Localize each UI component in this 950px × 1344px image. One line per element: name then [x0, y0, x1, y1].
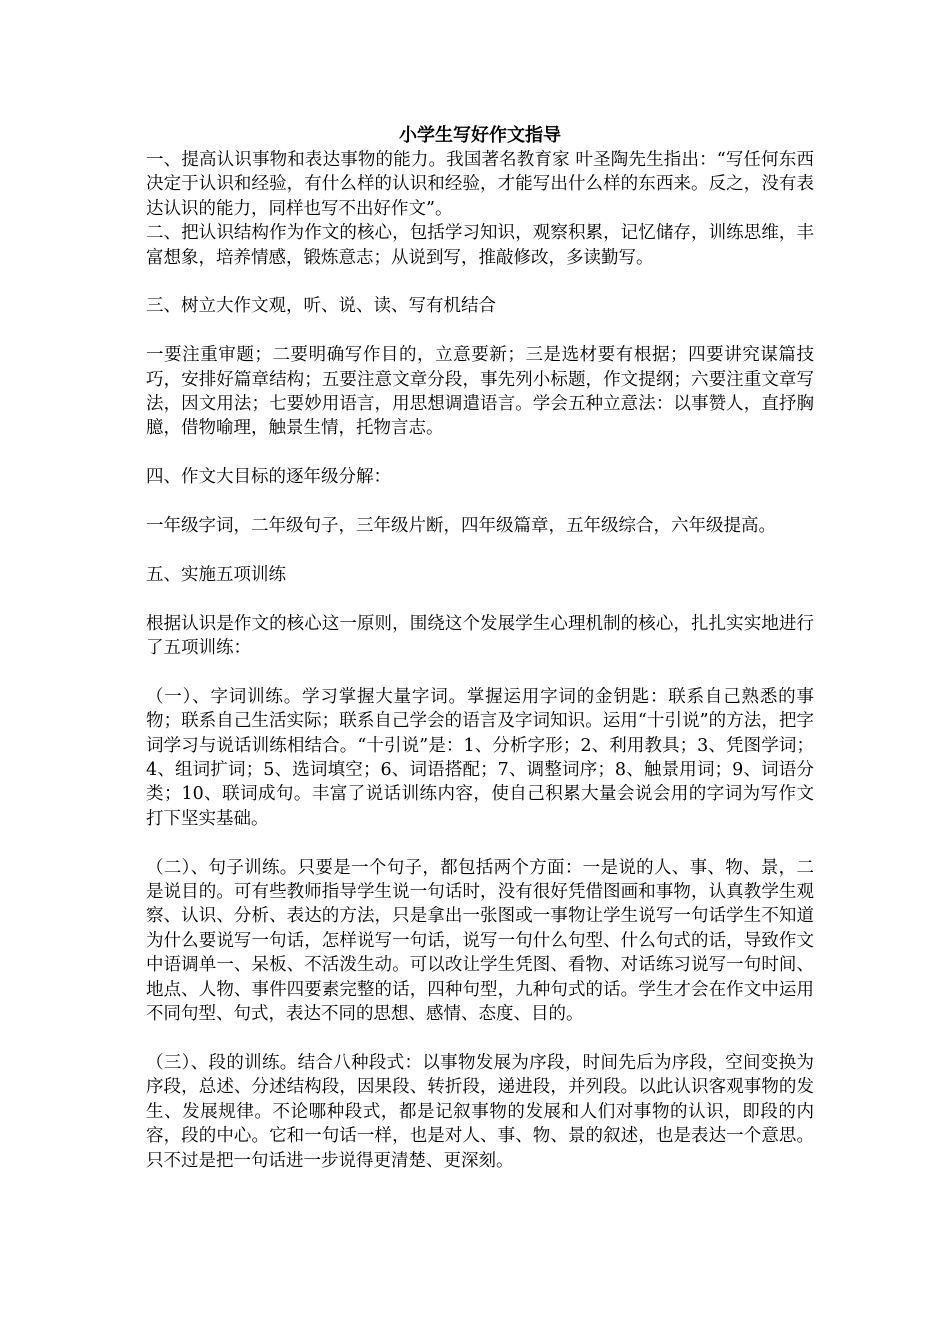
paragraph-section-training: （三）、段的训练。结合八种段式：以事物发展为序段，时间先后为序段，空间变换为序段，总述、分述结构段，因果段、转折段，递进段，并列段。以此认识客观事物的发生、发展规律。不论哪种段式，都是记叙事物的发展和人们对事物的认识，即段的内容，段的中心。它和一句话一样，也是对人、事、物、景的叙述，也是表达一个意思。只不过是把一句话进一步说得更清楚、更深刻。 [146, 1052, 814, 1171]
paragraph-8: 根据认识是作文的核心这一原则，围绕这个发展学生心理机制的核心，扎扎实实地进行了五项训练： [146, 613, 814, 659]
paragraph-gap [146, 319, 814, 343]
paragraph-gap [146, 831, 814, 855]
paragraph-sentence-training: （二）、句子训练。只要是一个句子，都包括两个方面：一是说的人、事、物、景，二是说目的。可有些教师指导学生说一句话时，没有很好凭借图画和事物，认真教学生观察、认识、分析、表达的方法，只是拿出一张图或一事物让学生说写一句话学生不知道为什么要说写一句话，怎样说写一句话，说写一句什么句型、什么句式的话，导致作文中语调单一、呆板、不活泼生动。可以改让学生凭图、看物、对话练习说写一句时间、地点、人物、事件四要素完整的话，四种句型，九种句式的话。学生才会在作文中运用不同句型、句式，表达不同的思想、感情、态度、目的。 [146, 857, 814, 1025]
paragraph-gap [146, 1027, 814, 1051]
paragraph-gap [146, 660, 814, 684]
paragraph-gap [146, 270, 814, 294]
paragraph-gap [146, 441, 814, 465]
paragraph-4: 一要注重审题；二要明确写作目的，立意要新；三是选材要有根据；四要讲究谋篇技巧，安排好篇章结构；五要注意文章分段，事先列小标题，作文提纲；六要注重文章写法，因文用法；七要妙用语言，用思想调遣语言。学会五种立意法：以事赞人，直抒胸臆，借物喻理，触景生情，托物言志。 [146, 345, 814, 439]
section-heading-4: 四、作文大目标的逐年级分解： [146, 467, 391, 488]
paragraph-1: 一、提高认识事物和表达事物的能力。我国著名教育家 叶圣陶先生指出：“写任何东西决定于认识和经验，有什么样的认识和经验，才能写出什么样的东西来。反之，没有表达认识的能力，同样也写不出好作文”。 [146, 150, 814, 219]
paragraph-2: 二、把认识结构作为作文的核心，包括学习知识，观察积累，记忆储存，训练思维，丰富想象，培养情感，锻炼意志；从说到写，推敲修改，多读勤写。 [146, 223, 814, 268]
paragraph-gap [146, 587, 814, 611]
document-page [146, 124, 814, 1173]
paragraph-gap [146, 538, 814, 562]
paragraph-word-training: （一）、字词训练。学习掌握大量字词。掌握运用字词的金钥匙：联系自己熟悉的事物；联系自己生活实际；联系自己学会的语言及字词知识。运用“十引说”的方法，把字词学习与说话训练相结合。“十引说”是：1、分析字形；2、利用教具；3、凭图学词；4、组词扩词；5、选词填空；6、词语搭配；7、调整词序；8、触景用词；9、词语分类；10、联词成句。丰富了说话训练内容，使自己积累大量会说会用的字词为写作文打下坚实基础。 [146, 686, 814, 829]
document-title: 小学生写好作文指导 [399, 125, 561, 146]
paragraph-gap [146, 490, 814, 514]
paragraph-6: 一年级字词，二年级句子，三年级片断，四年级篇章，五年级综合，六年级提高。 [146, 516, 776, 537]
section-heading-5: 五、实施五项训练 [146, 564, 286, 585]
section-heading-3: 三、树立大作文观，听、说、读、写有机结合 [146, 296, 496, 317]
